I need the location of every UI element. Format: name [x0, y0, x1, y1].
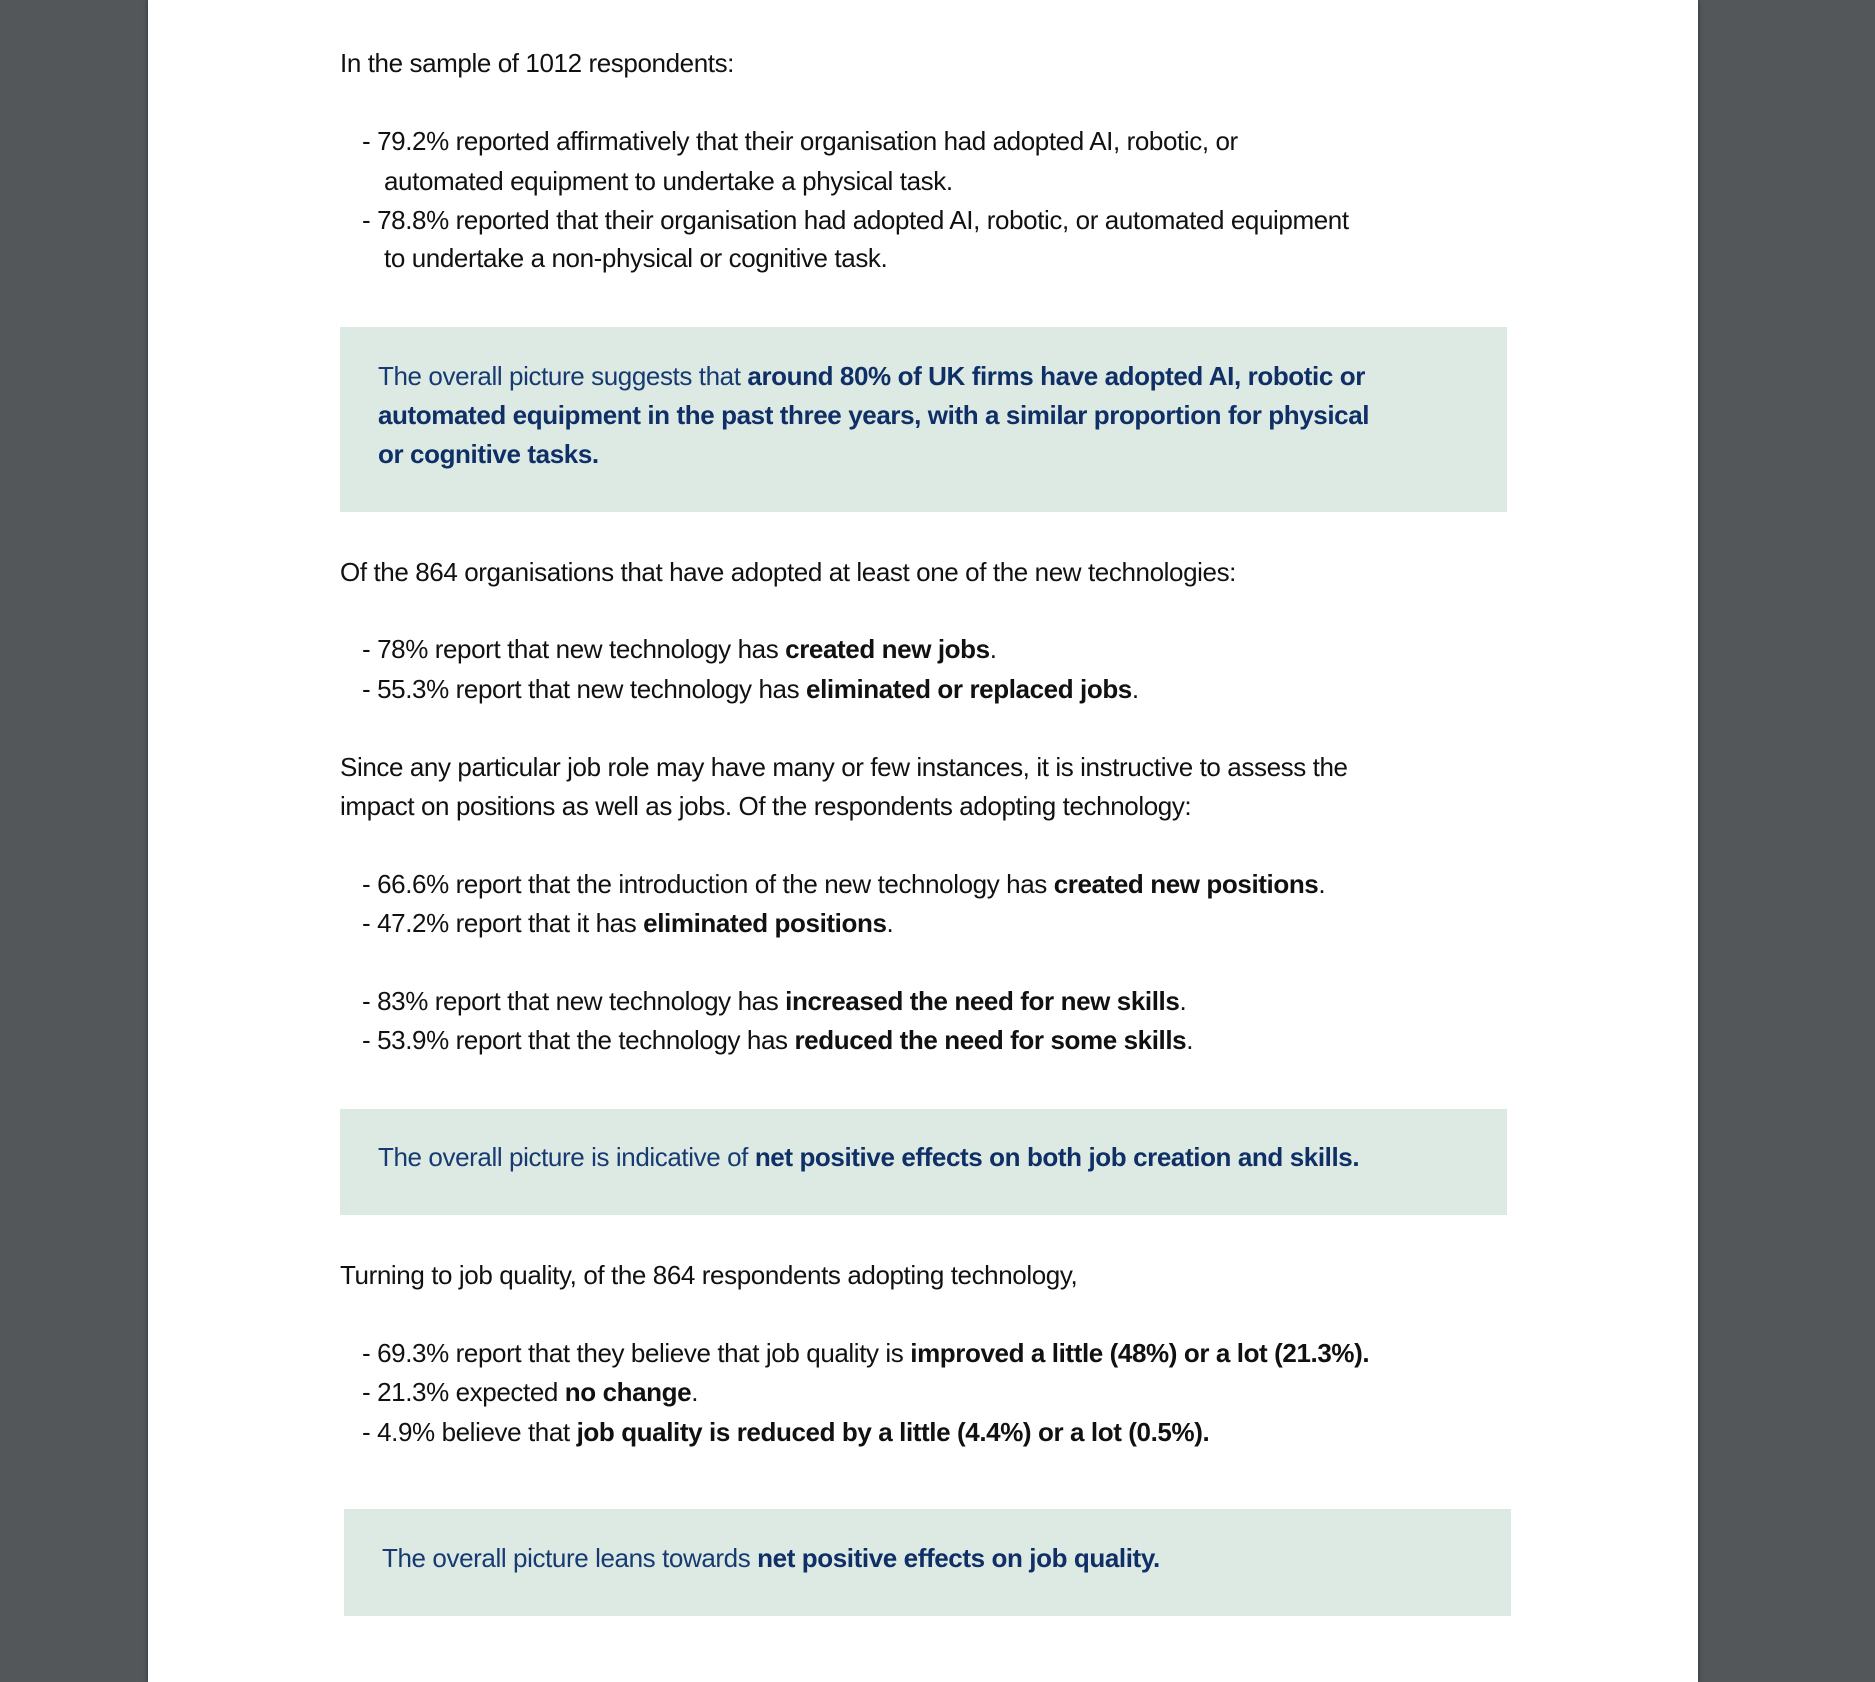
- text-segment: - 78% report that new technology has: [362, 634, 786, 664]
- positions-intro-cont: impact on positions as well as jobs. Of the respondents adopting technology:: [340, 791, 1192, 821]
- bullet-physical: - 79.2% reported affirmatively that their organisation had adopted AI, robotic, or: [362, 126, 1238, 156]
- bold-text: reduced the need for some skills: [794, 1025, 1187, 1055]
- adopters-intro: Of the 864 organisations that have adopted at least one of the new technologies:: [340, 557, 1236, 587]
- text-segment: .: [989, 634, 997, 664]
- bullet-quality-improved: [362, 1333, 1369, 1373]
- bold-text: created new positions: [1053, 869, 1319, 899]
- text-segment: .: [1179, 986, 1187, 1016]
- bold-text: net positive effects on both job creation and skills.: [754, 1142, 1360, 1172]
- bullet-skills-increased: [362, 981, 1186, 1021]
- text-segment: .: [691, 1377, 699, 1407]
- bullet-jobs-eliminated: [362, 669, 1139, 709]
- callout-jobs-skills: [340, 1109, 1507, 1215]
- callout-line: [378, 395, 1369, 435]
- callout-bold: or cognitive tasks.: [378, 439, 599, 469]
- bold-text: eliminated or replaced jobs: [806, 674, 1132, 704]
- text-segment: .: [1131, 674, 1139, 704]
- bullet-physical-cont: automated equipment to undertake a physical task.: [384, 166, 953, 196]
- text-segment: - 47.2% report that it has: [362, 908, 644, 938]
- bullet-jobs-created: [362, 629, 997, 669]
- text-segment: The overall picture leans towards: [382, 1543, 758, 1573]
- quality-intro: Turning to job quality, of the 864 respondents adopting technology,: [340, 1260, 1078, 1290]
- bold-text: no change: [564, 1377, 692, 1407]
- bold-text: job quality is reduced by a little (4.4%) or a lot (0.5%).: [576, 1417, 1210, 1447]
- bold-text: eliminated positions: [643, 908, 887, 938]
- text-segment: - 83% report that new technology has: [362, 986, 786, 1016]
- text-segment: .: [1318, 869, 1326, 899]
- text-segment: .: [1186, 1025, 1194, 1055]
- callout-job-quality: [344, 1509, 1511, 1616]
- callout-bold: automated equipment in the past three years, with a similar proportion for physical: [378, 400, 1370, 430]
- bold-text: increased the need for new skills: [785, 986, 1180, 1016]
- bold-text: net positive effects on job quality.: [757, 1543, 1160, 1573]
- callout-adoption: [340, 327, 1507, 512]
- intro-text: In the sample of 1012 respondents:: [340, 48, 735, 78]
- bullet-positions-eliminated: [362, 903, 893, 943]
- text-segment: - 69.3% report that they believe that job quality is: [362, 1338, 911, 1368]
- text-segment: - 53.9% report that the technology has: [362, 1025, 795, 1055]
- bold-text: improved a little (48%) or a lot (21.3%).: [910, 1338, 1370, 1368]
- callout-line: [378, 1137, 1359, 1177]
- bullet-cognitive-cont: to undertake a non-physical or cognitive task.: [384, 243, 888, 273]
- callout-bold: around 80% of UK firms have adopted AI, robotic or: [747, 361, 1365, 391]
- callout-line: [378, 356, 1365, 396]
- positions-intro: Since any particular job role may have many or few instances, it is instructive to assess the: [340, 752, 1348, 782]
- text-segment: .: [886, 908, 894, 938]
- bullet-skills-reduced: [362, 1020, 1193, 1060]
- bullet-cognitive: - 78.8% reported that their organisation had adopted AI, robotic, or automated equipment: [362, 205, 1349, 235]
- callout-line: [382, 1538, 1160, 1578]
- document-page: [148, 0, 1698, 1682]
- text-segment: - 21.3% expected: [362, 1377, 565, 1407]
- text-segment: The overall picture is indicative of: [378, 1142, 755, 1172]
- bullet-quality-no-change: [362, 1372, 698, 1412]
- text-segment: - 55.3% report that new technology has: [362, 674, 807, 704]
- text-segment: - 4.9% believe that: [362, 1417, 577, 1447]
- bullet-quality-reduced: [362, 1412, 1209, 1452]
- bullet-positions-created: [362, 864, 1325, 904]
- callout-lead: The overall picture suggests that: [378, 361, 748, 391]
- bold-text: created new jobs: [785, 634, 990, 664]
- text-segment: - 66.6% report that the introduction of the new technology has: [362, 869, 1054, 899]
- callout-line: [378, 434, 599, 474]
